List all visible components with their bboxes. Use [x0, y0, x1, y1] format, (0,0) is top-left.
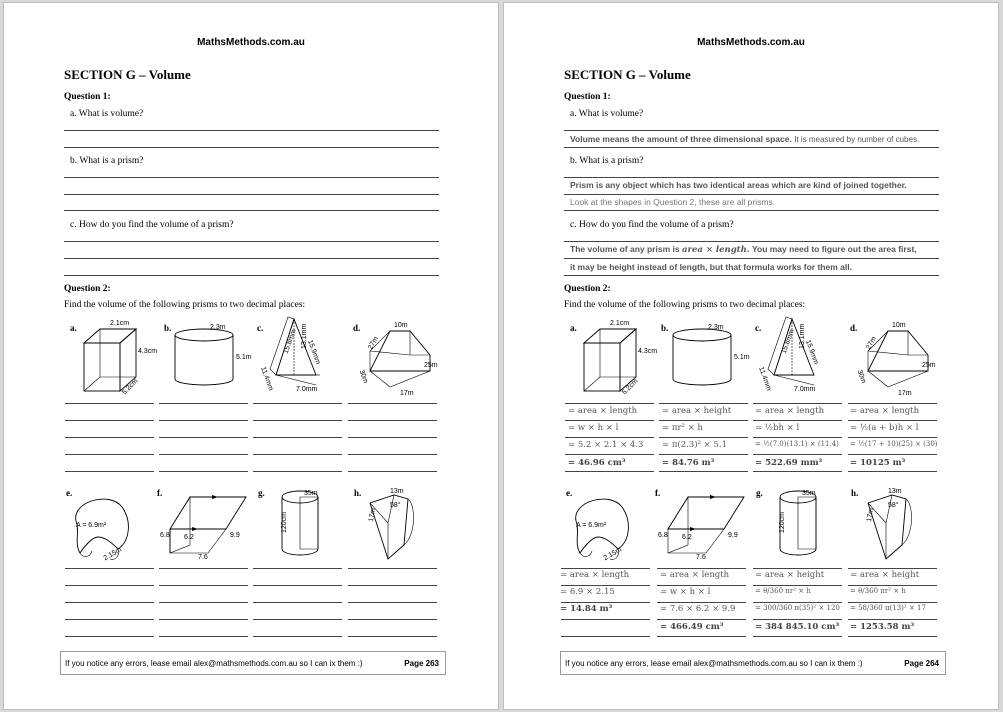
answer-line	[659, 471, 748, 472]
answer-line	[561, 585, 650, 586]
label-area: A = 6.9m²	[576, 522, 607, 529]
label-height: 120cm	[779, 511, 786, 533]
answer-line	[565, 420, 654, 421]
label-top: 10m	[892, 322, 906, 329]
label-depth: 2.15m	[602, 546, 623, 563]
label-side: 17m	[865, 507, 876, 523]
cube-prism-figure	[580, 315, 660, 400]
work-d-2: = ½(a + b)h × l	[850, 423, 919, 433]
label-d: d.	[850, 323, 858, 333]
label-base: 17m	[898, 390, 912, 397]
label-left: 11.4mm	[259, 365, 275, 392]
answer-line	[564, 147, 939, 148]
answer-line	[64, 177, 439, 178]
label-depth: 5.2cm	[121, 377, 140, 397]
work-h-result: = 1253.58 m³	[850, 622, 915, 632]
work-f-2: = w × h × l	[660, 587, 711, 597]
answer-line	[159, 619, 248, 620]
label-top: 13m	[888, 488, 902, 495]
label-base: 7.0mm	[794, 386, 816, 393]
question1b-prompt: b. What is a prism?	[70, 156, 144, 166]
trapezoid-prism-figure	[855, 315, 938, 400]
label-b: b.	[164, 323, 172, 333]
answer-line	[348, 420, 437, 421]
parallelepiped-figure	[658, 493, 748, 568]
answer-line	[64, 210, 439, 211]
label-g: g.	[756, 488, 763, 498]
answer-line	[253, 420, 342, 421]
answer-q1a	[570, 134, 919, 144]
work-b-2: = πr² × h	[662, 423, 703, 433]
label-d: d.	[353, 323, 361, 333]
cylinder-figure	[672, 321, 752, 396]
answer-line	[561, 568, 650, 569]
answer-line	[659, 420, 748, 421]
label-inner-height: 13.1mm	[301, 323, 308, 349]
answer-line	[564, 258, 939, 259]
label-height: 120cm	[281, 511, 288, 533]
label-top: 10m	[394, 322, 408, 329]
answer-line	[65, 437, 154, 438]
work-e-1: = area × length	[560, 570, 630, 580]
work-d-3: = ½(17 + 10)(25) × (30)	[850, 440, 938, 448]
label-side: 25m	[922, 362, 936, 369]
answer-line	[348, 619, 437, 620]
answer-line	[848, 619, 937, 620]
label-inner-height: 13.1mm	[799, 323, 806, 349]
answer-line	[564, 241, 939, 242]
cone-sector-figure	[364, 485, 444, 570]
work-e-result: = 14.84 m³	[560, 604, 613, 614]
label-d: 9.9	[728, 532, 738, 539]
label-left: 30m	[855, 369, 867, 385]
answer-line	[64, 147, 439, 148]
answer-line	[253, 403, 342, 404]
answer-line	[253, 585, 342, 586]
answer-line	[753, 454, 842, 455]
answer-line	[64, 275, 439, 276]
work-h-3: = 58/360 π(13)² × 17	[850, 604, 926, 612]
answer-line	[659, 437, 748, 438]
page-number: Page 264	[904, 659, 939, 668]
worksheet-page-left	[3, 2, 499, 710]
label-depth: 2.15m	[102, 546, 123, 563]
answer-line	[657, 636, 746, 637]
label-height: 5.1m	[236, 354, 252, 361]
answer-line	[848, 471, 937, 472]
answer-line	[159, 602, 248, 603]
work-c-result: = 522.69 mm³	[755, 458, 823, 468]
answer-line	[657, 585, 746, 586]
label-base: 17m	[400, 390, 414, 397]
footer-message: If you notice any errors, lease email alex@mathsmethods.com.au so I can ix them :)	[65, 659, 363, 668]
work-c-2: = ½bh × l	[755, 423, 800, 433]
question1-heading: Question 1:	[64, 92, 111, 102]
work-a-3: = 5.2 × 2.1 × 4.3	[568, 440, 644, 450]
label-c: c.	[755, 323, 762, 333]
answer-line	[348, 636, 437, 637]
answer-q1c-post: You may need to figure out the area first,	[751, 244, 917, 254]
question2-heading: Question 2:	[64, 284, 111, 294]
footer-box	[560, 651, 946, 675]
answer-line	[65, 403, 154, 404]
work-f-result: = 466.49 cm³	[660, 622, 724, 632]
label-d: 9.9	[230, 532, 240, 539]
answer-line	[159, 636, 248, 637]
answer-line	[848, 403, 937, 404]
label-e: e.	[66, 488, 73, 498]
answer-line	[657, 602, 746, 603]
answer-line	[65, 454, 154, 455]
answer-line	[159, 568, 248, 569]
work-h-1: = area × height	[850, 570, 920, 580]
answer-line	[659, 454, 748, 455]
label-f: f.	[157, 488, 163, 498]
answer-line	[65, 568, 154, 569]
answer-line	[657, 619, 746, 620]
label-side: 4.3cm	[638, 348, 658, 355]
triangular-prism-figure	[757, 315, 844, 400]
label-slant: 27m	[367, 335, 381, 351]
label-a: a.	[70, 323, 77, 333]
label-area: A = 6.9m²	[76, 522, 107, 529]
work-b-result: = 84.76 m³	[662, 458, 715, 468]
cylinder-sector-figure	[270, 487, 350, 568]
answer-q1c-line1	[570, 244, 917, 255]
answer-line	[753, 403, 842, 404]
answer-line	[657, 568, 746, 569]
answer-line	[564, 130, 939, 131]
section-title: SECTION G – Volume	[64, 67, 191, 82]
work-g-result: = 384 845.10 cm³	[755, 622, 840, 632]
label-depth: 5.2cm	[621, 377, 640, 397]
worksheet-page-right	[503, 2, 999, 710]
work-h-2: = θ/360 πr² × h	[850, 587, 906, 595]
answer-line	[753, 420, 842, 421]
answer-q1b-line2: Look at the shapes in Question 2, these are all prisms.	[570, 197, 776, 207]
work-d-1: = area × length	[850, 406, 920, 416]
cylinder-figure	[174, 321, 254, 396]
label-base: 7.0mm	[296, 386, 318, 393]
answer-line	[848, 585, 937, 586]
site-header: MathsMethods.com.au	[197, 37, 305, 48]
label-b: b.	[661, 323, 669, 333]
work-a-2: = w × h × l	[568, 423, 619, 433]
section-title: SECTION G – Volume	[564, 67, 691, 82]
answer-line	[253, 636, 342, 637]
label-c: 7.6	[696, 554, 706, 561]
blob-prism-figure	[70, 491, 150, 568]
answer-line	[159, 454, 248, 455]
answer-line	[159, 403, 248, 404]
answer-line	[753, 585, 842, 586]
answer-line	[253, 568, 342, 569]
blob-prism-figure	[570, 491, 650, 568]
answer-line	[753, 602, 842, 603]
work-b-3: = π(2.3)² × 5.1	[662, 440, 728, 450]
label-left: 30m	[357, 369, 369, 385]
answer-line	[561, 619, 650, 620]
label-radius: 2.3m	[210, 324, 226, 331]
answer-line	[848, 454, 937, 455]
label-top: 13m	[390, 488, 404, 495]
label-b: 6.2	[184, 534, 194, 541]
cylinder-sector-figure	[768, 487, 848, 568]
question1c-prompt: c. How do you find the volume of a prism?	[570, 220, 734, 230]
question2-instruction: Find the volume of the following prisms to two decimal places:	[64, 300, 306, 310]
label-c: c.	[257, 323, 264, 333]
question1b-prompt: b. What is a prism?	[570, 156, 644, 166]
answer-line	[348, 568, 437, 569]
label-a: a.	[570, 323, 577, 333]
work-e-2: = 6.9 × 2.15	[560, 587, 615, 597]
label-side: 25m	[424, 362, 438, 369]
answer-line	[65, 471, 154, 472]
question1-heading: Question 1:	[564, 92, 611, 102]
answer-line	[253, 602, 342, 603]
label-h: h.	[354, 488, 362, 498]
answer-line	[64, 130, 439, 131]
label-side: 4.3cm	[138, 348, 158, 355]
question2-heading: Question 2:	[564, 284, 611, 294]
label-angle: 58°	[390, 502, 401, 509]
label-right: 15.9mm	[803, 339, 820, 366]
label-h: h.	[851, 488, 859, 498]
answer-line	[753, 619, 842, 620]
answer-line	[348, 602, 437, 603]
answer-line	[848, 602, 937, 603]
label-slant: 15.8mm	[282, 328, 298, 355]
answer-line	[848, 636, 937, 637]
answer-q1c-line2: it may be height instead of length, but that formula works for them all.	[570, 262, 852, 272]
label-radius: 35m	[304, 490, 318, 497]
footer-box	[60, 651, 446, 675]
answer-line	[561, 602, 650, 603]
answer-line	[659, 403, 748, 404]
page-number: Page 263	[404, 659, 439, 668]
work-f-1: = area × length	[660, 570, 730, 580]
work-f-3: = 7.6 × 6.2 × 9.9	[660, 604, 736, 614]
cube-prism-figure	[80, 315, 160, 400]
work-c-3: = ½(7.0)(13.1) × (11.4)	[755, 440, 839, 448]
work-g-3: = 300/360 π(35)² × 120	[755, 604, 840, 612]
answer-line	[564, 210, 939, 211]
answer-q1a-note: It is measured by number of cubes.	[794, 135, 920, 144]
answer-line	[64, 194, 439, 195]
answer-line	[64, 241, 439, 242]
label-height: 5.1m	[734, 354, 750, 361]
answer-line	[64, 258, 439, 259]
label-a: 6.8	[658, 532, 668, 539]
answer-line	[753, 568, 842, 569]
answer-line	[848, 420, 937, 421]
cone-sector-figure	[862, 485, 942, 570]
answer-line	[848, 437, 937, 438]
answer-line	[348, 471, 437, 472]
label-radius: 2.3m	[708, 324, 724, 331]
answer-line	[65, 585, 154, 586]
answer-q1a-main: Volume means the amount of three dimensional space.	[570, 134, 792, 144]
answer-line	[159, 437, 248, 438]
answer-line	[159, 471, 248, 472]
answer-line	[159, 585, 248, 586]
work-d-result: = 10125 m³	[850, 458, 906, 468]
answer-line	[753, 636, 842, 637]
label-radius: 35m	[802, 490, 816, 497]
answer-line	[848, 568, 937, 569]
label-slant: 15.8mm	[780, 328, 796, 355]
label-top: 2.1cm	[110, 320, 130, 327]
answer-line	[253, 454, 342, 455]
question1a-prompt: a. What is volume?	[70, 109, 144, 119]
parallelepiped-figure	[160, 493, 250, 568]
answer-line	[253, 471, 342, 472]
label-side: 17m	[367, 507, 378, 523]
answer-line	[564, 275, 939, 276]
label-f: f.	[655, 488, 661, 498]
work-b-1: = area × height	[662, 406, 732, 416]
answer-line	[565, 471, 654, 472]
answer-line	[65, 619, 154, 620]
answer-line	[564, 194, 939, 195]
label-g: g.	[258, 488, 265, 498]
work-g-1: = area × height	[755, 570, 825, 580]
label-top: 2.1cm	[610, 320, 630, 327]
answer-line	[565, 454, 654, 455]
label-angle: 58°	[888, 502, 899, 509]
work-g-2: = θ/360 πr² × h	[755, 587, 811, 595]
answer-line	[753, 437, 842, 438]
work-a-result: = 46.96 cm³	[568, 458, 626, 468]
question2-instruction: Find the volume of the following prisms to two decimal places:	[564, 300, 806, 310]
answer-line	[253, 437, 342, 438]
answer-line	[253, 619, 342, 620]
question1a-prompt: a. What is volume?	[570, 109, 644, 119]
answer-line	[348, 454, 437, 455]
answer-line	[65, 636, 154, 637]
label-e: e.	[566, 488, 573, 498]
answer-line	[348, 585, 437, 586]
answer-line	[159, 420, 248, 421]
footer-message: If you notice any errors, lease email alex@mathsmethods.com.au so I can ix them :)	[565, 659, 863, 668]
answer-line	[348, 437, 437, 438]
trapezoid-prism-figure	[357, 315, 440, 400]
work-a-1: = area × length	[568, 406, 638, 416]
answer-line	[565, 403, 654, 404]
answer-line	[561, 636, 650, 637]
label-left: 11.4mm	[757, 365, 773, 392]
answer-line	[753, 471, 842, 472]
label-a: 6.8	[160, 532, 170, 539]
answer-q1b-line1: Prism is any object which has two identical areas which are kind of joined together.	[570, 180, 907, 190]
site-header: MathsMethods.com.au	[697, 37, 805, 48]
triangular-prism-figure	[259, 315, 346, 400]
answer-line	[65, 420, 154, 421]
label-slant: 27m	[865, 335, 879, 351]
work-c-1: = area × length	[755, 406, 825, 416]
question1c-prompt: c. How do you find the volume of a prism?	[70, 220, 234, 230]
answer-line	[65, 602, 154, 603]
answer-line	[565, 437, 654, 438]
answer-line	[564, 177, 939, 178]
label-right: 15.9mm	[305, 339, 322, 366]
answer-line	[348, 403, 437, 404]
answer-q1c-formula: area × length.	[681, 245, 750, 255]
label-c: 7.6	[198, 554, 208, 561]
label-b: 6.2	[682, 534, 692, 541]
answer-q1c-pre: The volume of any prism is	[570, 244, 680, 254]
